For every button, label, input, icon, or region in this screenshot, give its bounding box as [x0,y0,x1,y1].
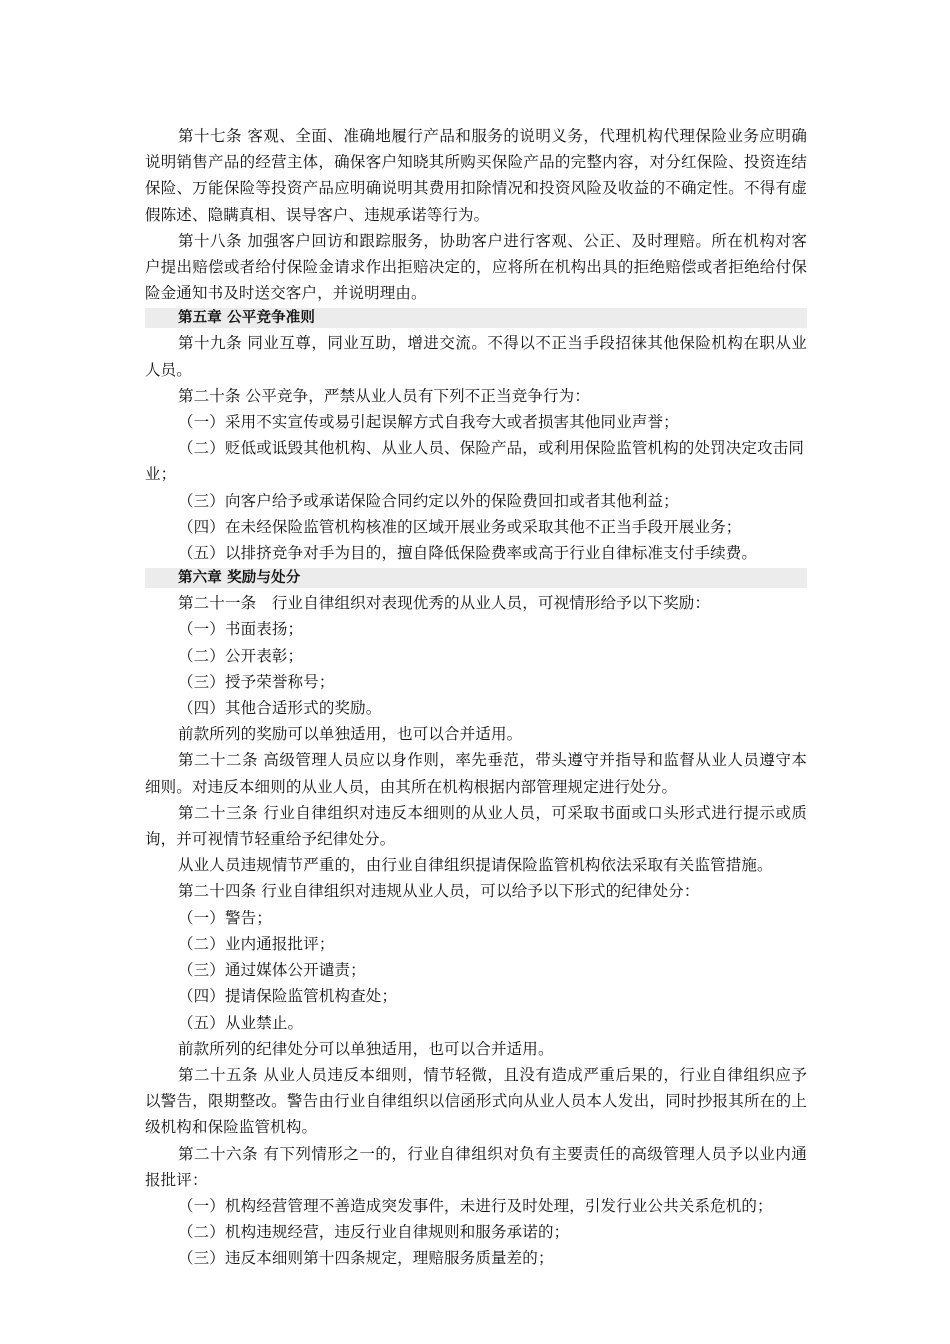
article-20-item: （三）向客户给予或承诺保险合同约定以外的保险费回扣或者其他利益； [178,491,679,510]
article-24: 第二十四条 行业自律组织对违规从业人员，可以给予以下形式的纪律处分： [178,882,700,901]
article-24-item: （三）通过媒体公开谴责； [178,961,366,980]
article-20-item: （五）以排挤竞争对手为目的，擅自降低保险费率或高于行业自律标准支付手续费。 [178,544,758,563]
article-20-item: （一）采用不实宣传或易引起误解方式自我夸大或者损害其他同业声誉； [178,413,679,432]
article-26-item: （二）机构违规经营，违反行业自律规则和服务承诺的； [178,1223,570,1242]
article-26-item: （三）违反本细则第十四条规定，理赔服务质量差的； [178,1249,554,1268]
article-26-item: （一）机构经营管理不善造成突发事件，未进行及时处理，引发行业公共关系危机的； [178,1196,773,1215]
article-24-note: 前款所列的纪律处分可以单独适用，也可以合并适用。 [178,1039,554,1058]
article-24-item: （四）提请保险监管机构查处； [178,987,398,1006]
chapter-5-heading: 第五章 公平竞争准则 [145,308,807,328]
article-21-note: 前款所列的奖励可以单独适用，也可以合并适用。 [178,725,523,744]
article-24-item: （一）警告； [178,908,272,927]
document-page [145,123,807,1272]
article-17: 第十七条 客观、全面、准确地履行产品和服务的说明义务，代理机构代理保险业务应明确说明销售产品的经营主体，确保客户知晓其所购买保险产品的完整内容，对分红保险、投资连结保险、万能保险等投资产品应明确说明其费用扣除情况和投资风险及收益的不确定性。不得有虚假陈述、隐瞒真相、误导客户、违规承诺等行为。 [145,127,807,224]
article-21-item: （二）公开表彰； [178,646,304,665]
article-18: 第十八条 加强客户回访和跟踪服务，协助客户进行客观、公正、及时理赔。所在机构对客户提出赔偿或者给付保险金请求作出拒赔决定的，应将所在机构出具的拒绝赔偿或者拒绝给付保险金通知书及时送交客户，并说明理由。 [145,231,807,303]
article-21: 第二十一条 行业自律组织对表现优秀的从业人员，可视情形给予以下奖励： [178,594,711,613]
article-26: 第二十六条 有下列情形之一的，行业自律组织对负有主要责任的高级管理人员予以业内通报批评： [145,1144,807,1189]
article-23: 第二十三条 行业自律组织对违反本细则的从业人员，可采取书面或口头形式进行提示或质询，并可视情节轻重给予纪律处分。 [145,803,807,849]
article-24-item: （五）从业禁止。 [178,1013,304,1032]
article-21-item: （一）书面表扬； [178,620,304,639]
article-20: 第二十条 公平竞争，严禁从业人员有下列不正当竞争行为： [178,386,590,405]
article-21-item: （三）授予荣誉称号； [178,672,335,691]
article-20-item: （四）在未经保险监管机构核准的区域开展业务或采取其他不正当手段开展业务； [178,517,742,536]
chapter-6-heading: 第六章 奖励与处分 [145,568,807,588]
article-25: 第二十五条 从业人员违反本细则，情节轻微，且没有造成严重后果的，行业自律组织应予以警告，限期整改。警告由行业自律组织以信函形式向从业人员本人发出，同时抄报其所在的上级机构和保险监管机构。 [145,1065,807,1137]
article-19: 第十九条 同业互尊，同业互助，增进交流。不得以不正当手段招徕其他保险机构在职从业人员。 [145,334,807,379]
article-23-note: 从业人员违规情节严重的，由行业自律组织提请保险监管机构依法采取有关监管措施。 [178,856,773,875]
article-24-item: （二）业内通报批评； [178,934,335,953]
article-21-item: （四）其他合适形式的奖励。 [178,699,382,718]
article-22: 第二十二条 高级管理人员应以身作则，率先垂范，带头遵守并指导和监督从业人员遵守本细则。对违反本细则的从业人员，由其所在机构根据内部管理规定进行处分。 [145,751,807,796]
article-20-item: （二）贬低或诋毁其他机构、从业人员、保险产品，或利用保险监管机构的处罚决定攻击同业； [145,439,805,484]
